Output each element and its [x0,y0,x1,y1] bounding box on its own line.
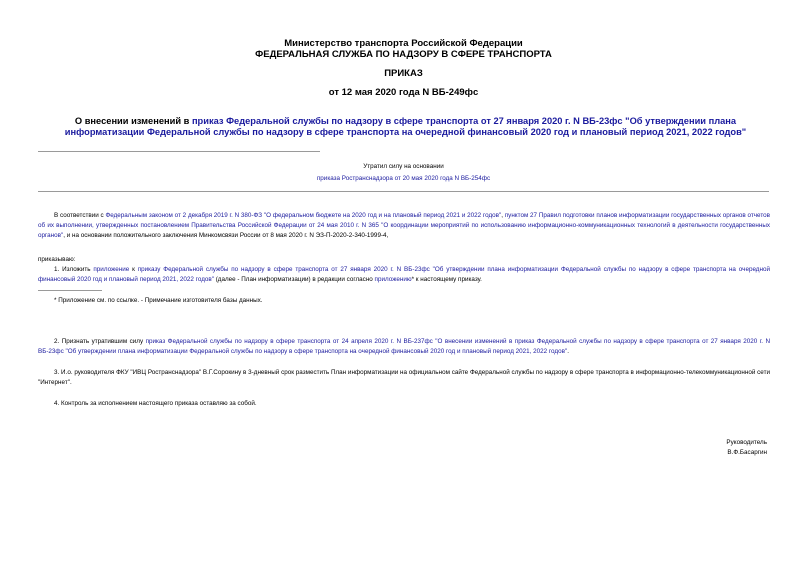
rules-link[interactable]: пунктом 27 Правил подготовки планов информатизации государственных органов отчетов об их выполнении, утвержденных постановлением Правительства Российской Федерации от 24 мая 2010 г. N 365 "О координации мероприятий по использованию информационно-коммуникационных технологий в деятельности государственных органов" [38,212,771,239]
item-1-text-4: * к настоящему приказу. [411,275,482,283]
order-word: приказываю: [38,256,76,263]
document-title [38,116,773,138]
preamble-text-3: , и на основании положительного заключения Минкомсвязи России от 8 мая 2020 г. N ЭЗ-П-2020-2-340-1999-4, [63,231,389,239]
ministry-name: Министерство транспорта Российской Федерации [284,38,523,49]
preamble-text-1: В соответствии с [54,212,106,219]
item-2-paragraph [38,337,770,357]
item-4-paragraph: 4. Контроль за исполнением настоящего приказа оставляю за собой. [54,400,257,407]
appendix-link[interactable]: приложение [93,266,130,273]
order-237fs-link[interactable]: приказ Федеральной службы по надзору в сфере транспорта от 24 апреля 2020 г. N ВБ-237фс "О внесении изменений в приказ Федеральной службы по надзору в сфере транспорта от 27 января 2020 г. N ВБ-23фс "Об утверждении плана информатизации Федеральной службы по надзору в сфере транспорта на очередной финансовый 2020 год и плановый период 2021, 2022 годов" [38,338,770,355]
status-link[interactable]: приказа Ространснадзора от 20 мая 2020 года N ВБ-254фс [316,174,491,182]
divider-long [38,191,769,192]
service-name: ФЕДЕРАЛЬНАЯ СЛУЖБА ПО НАДЗОРУ В СФЕРЕ ТРАНСПОРТА [255,49,552,60]
order-23fs-link[interactable]: приказу Федеральной службы по надзору в сфере транспорта от 27 января 2020 г. N ВБ-23фс "Об утверждении плана информатизации Федеральной службы по надзору в сфере транспорта на очередной финансовый 2020 год и плановый период 2021, 2022 годов" [38,266,770,283]
item-3-paragraph: 3. И.о. руководителя ФКУ "ИВЦ Ространснадзора" В.Г.Сорокину в 3-дневный срок разместить План информатизации на официальном сайте Федеральной службы по надзору в сфере транспорта в информационно-телекоммуникационной сети "Интернет". [38,369,770,386]
document-type: ПРИКАЗ [384,68,423,79]
signature-block [726,438,767,458]
item-2-text-1: 2. Признать утратившим силу [54,338,146,345]
item-2-text-2: . [567,347,569,355]
title-link[interactable]: приказ Федеральной службы по надзору в сфере транспорта от 27 января 2020 г. N ВБ-23фс "Об утверждении плана информатизации Федеральной службы по надзору в сфере транспорта на очередной финансовый 2020 год и плановый период 2021, 2022 годов" [64,116,747,137]
item-1-text-1: 1. Изложить [54,266,94,273]
appendix-link-2[interactable]: приложению [374,275,412,283]
divider-short [38,151,320,152]
title-prefix: О внесении изменений в [74,116,192,126]
status-note [0,162,807,184]
federal-law-link[interactable]: Федеральным законом от 2 декабря 2019 г. N 380-ФЗ "О федеральном бюджете на 2020 год и на плановый период 2021 и 2022 годов" [105,212,502,219]
status-line: Утратил силу на основании [363,163,444,170]
document-date-number: от 12 мая 2020 года N ВБ-249фс [328,87,479,98]
preamble-paragraph [38,211,770,241]
signature-name: В.Ф.Басаргин [727,449,767,456]
footnote-divider [38,290,102,291]
preamble-text-2: , [501,212,505,219]
footnote: * Приложение см. по ссылке. - Примечание изготовителя базы данных. [54,297,263,304]
signature-position: Руководитель [726,439,767,446]
item-1-paragraph [38,265,770,285]
item-1-text-2: к [129,266,138,273]
item-1-text-3: (далее - План информатизации) в редакции согласно [213,275,375,283]
